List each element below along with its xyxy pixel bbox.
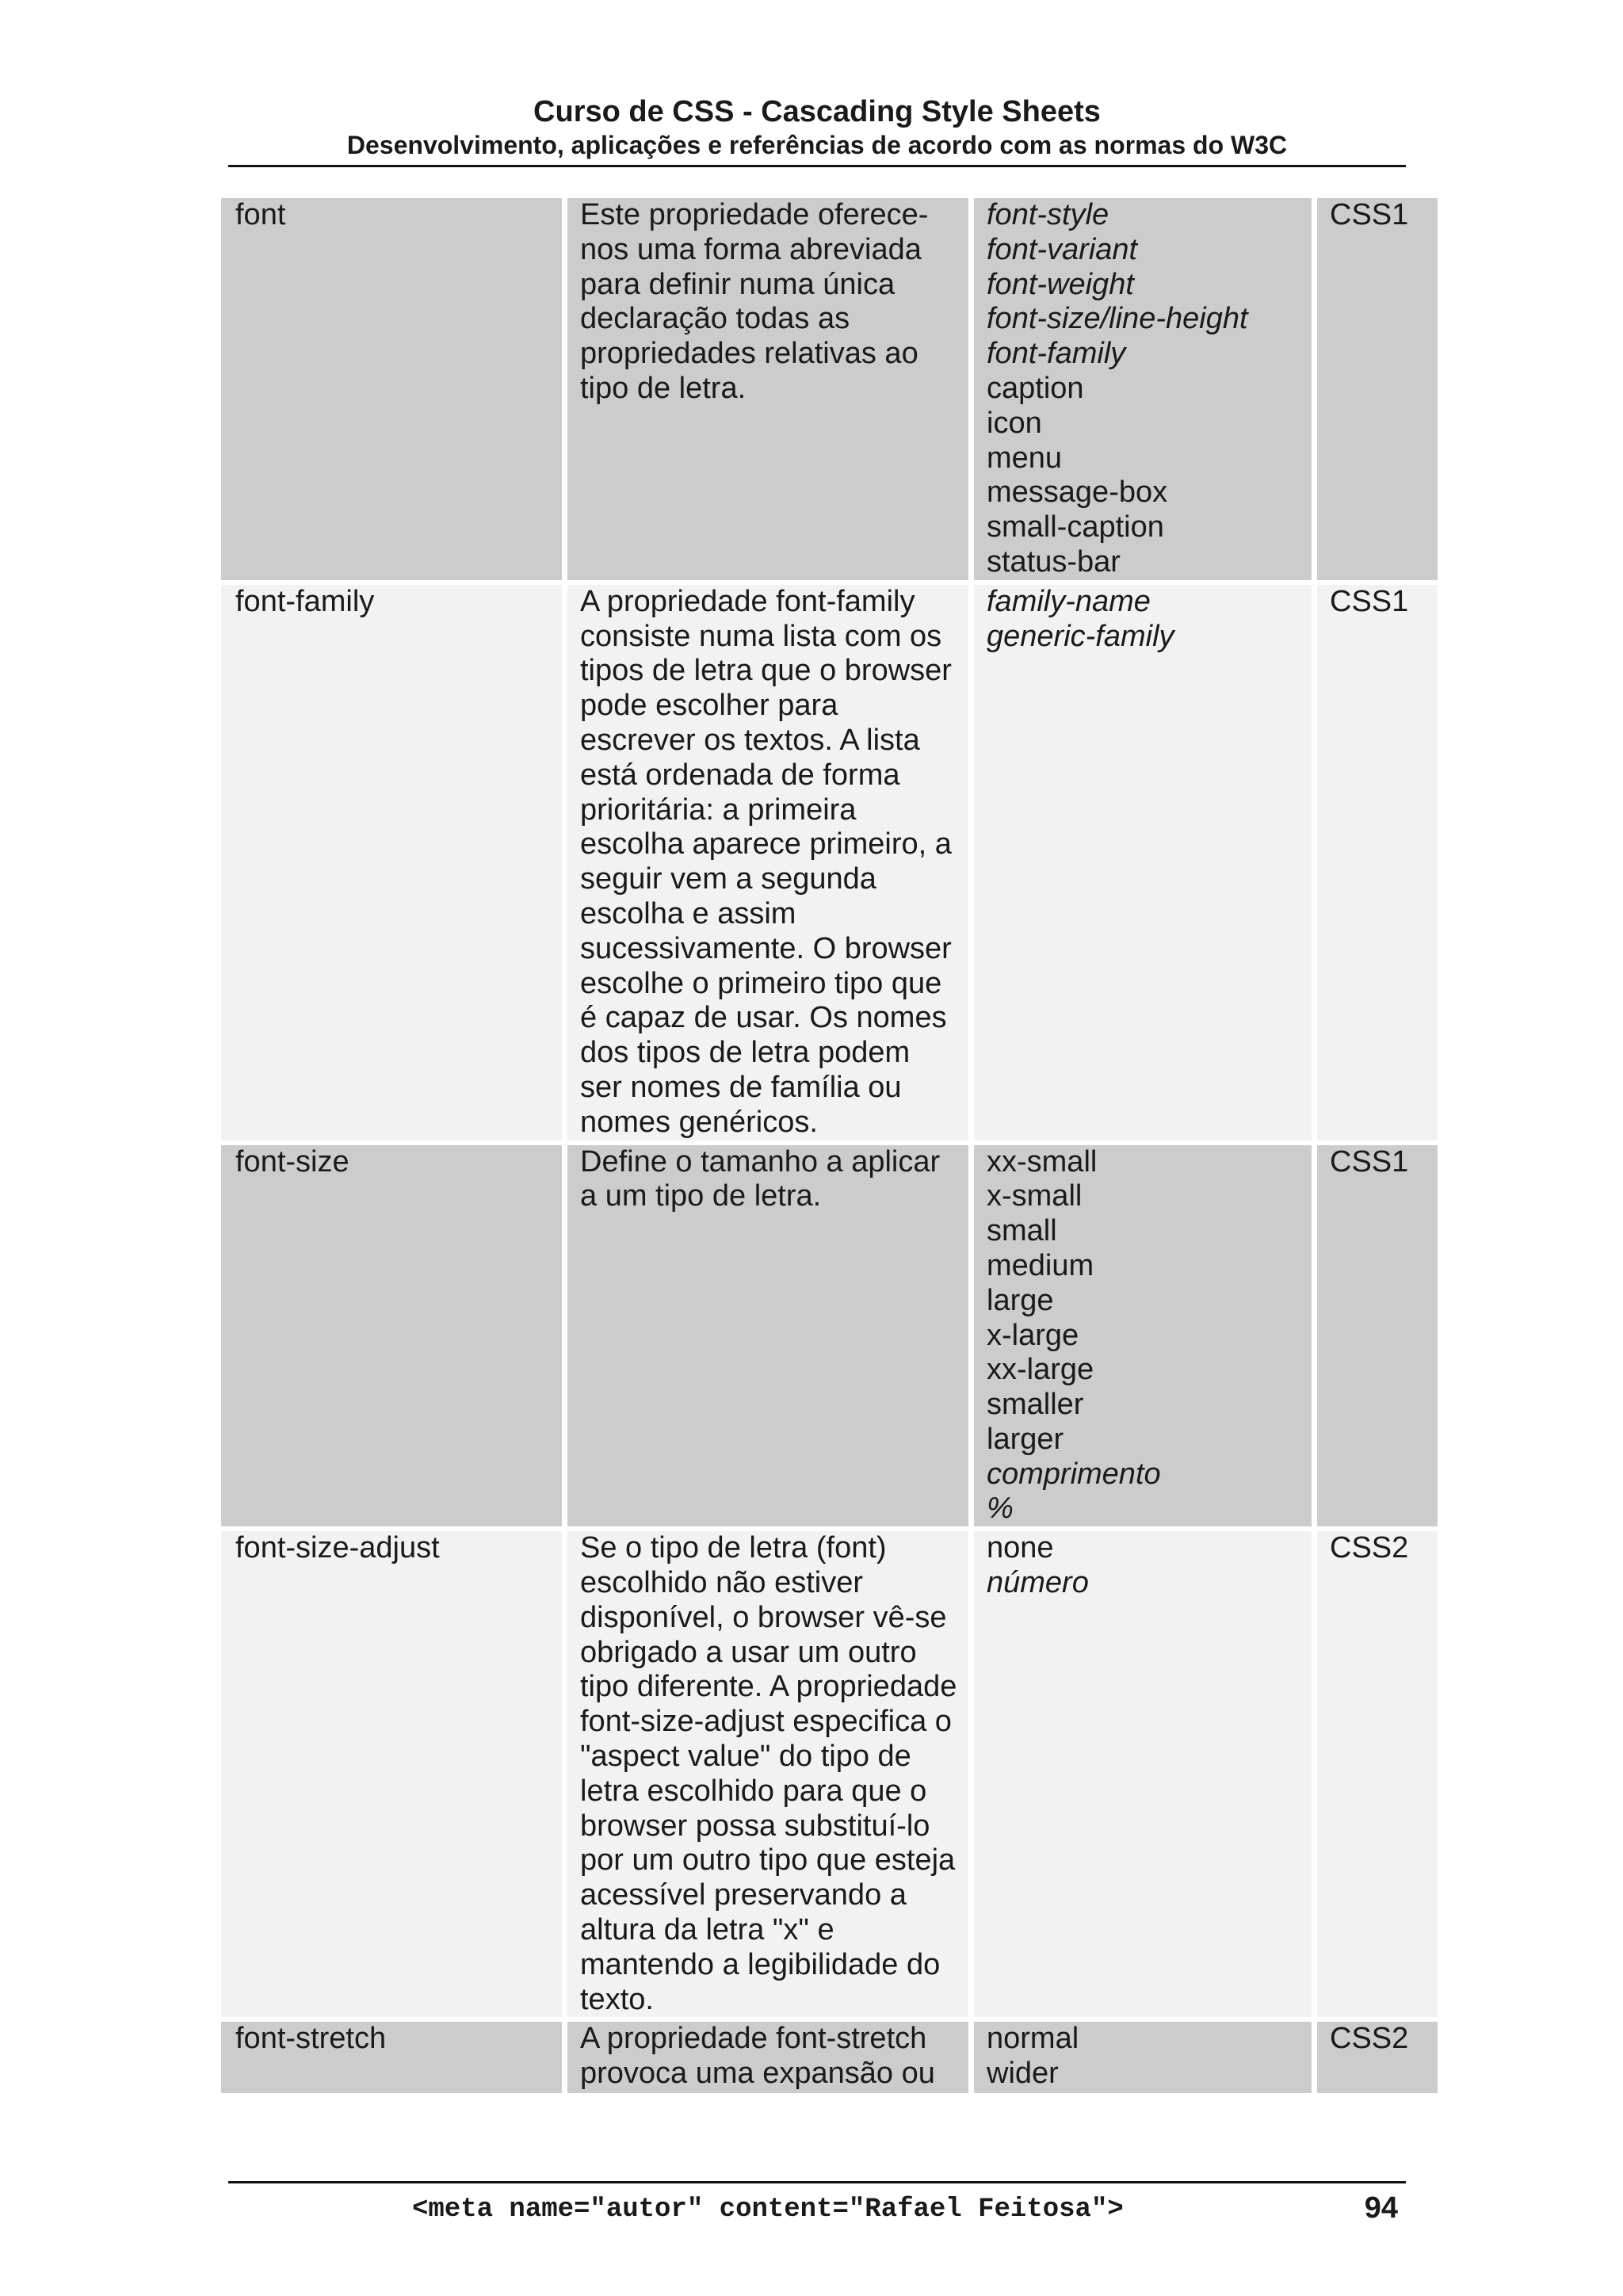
property-value: family-name xyxy=(987,584,1151,618)
css-version: CSS1 xyxy=(1317,585,1438,1140)
footer-code: <meta name="autor" content="Rafael Feitosa"> xyxy=(412,2195,1124,2225)
property-value: icon xyxy=(987,406,1042,440)
property-description xyxy=(567,2022,968,2093)
property-name: font-size-adjust xyxy=(221,1531,562,2017)
css-version: CSS1 xyxy=(1317,1145,1438,1527)
table-row xyxy=(221,585,1438,1140)
property-value: small-caption xyxy=(987,510,1164,544)
property-name xyxy=(221,2022,562,2093)
table-row xyxy=(221,198,1438,580)
property-values xyxy=(974,1145,1312,1527)
property-name: font-size xyxy=(221,1145,562,1527)
property-value: small xyxy=(987,1214,1057,1248)
property-values xyxy=(974,1531,1312,2017)
property-value: font-size/line-height xyxy=(987,302,1248,336)
property-value: smaller xyxy=(987,1388,1084,1422)
property-values xyxy=(974,585,1312,1140)
property-value: font-variant xyxy=(987,232,1138,266)
css-version-text: CSS2 xyxy=(1330,2022,1409,2056)
property-value: menu xyxy=(987,441,1063,475)
property-value: large xyxy=(987,1283,1054,1317)
property-value: xx-large xyxy=(987,1353,1094,1387)
property-value: message-box xyxy=(987,476,1168,510)
property-value: comprimento xyxy=(987,1457,1161,1491)
css-version: CSS2 xyxy=(1317,1531,1438,2017)
page-footer xyxy=(228,2181,1406,2231)
property-values xyxy=(974,2022,1312,2093)
property-value: número xyxy=(987,1566,1089,1600)
property-description: A propriedade font-family consiste numa lista com os tipos de letra que o browser pode escolher para escrever os textos. A lista está ordenada de forma prioritária: a primeira escolha aparece primeiro, a seguir vem a segunda escolha e assim sucessivamente. O browser escolhe o primeiro tipo que é capaz de usar. Os nomes dos tipos de letra podem ser nomes de família ou nomes genéricos. xyxy=(567,585,968,1140)
property-value: medium xyxy=(987,1248,1094,1282)
property-description: Este propriedade oferece-nos uma forma abreviada para definir numa única declaração todas as propriedades relativas ao tipo de letra. xyxy=(567,198,968,580)
table-row xyxy=(221,1145,1438,1527)
property-value: font-family xyxy=(987,337,1126,371)
property-name-text: font-stretch xyxy=(235,2022,387,2056)
property-name: font xyxy=(221,198,562,580)
property-value: x-small xyxy=(987,1179,1083,1213)
property-values-list xyxy=(987,2022,1302,2092)
page-header xyxy=(228,94,1406,167)
properties-table xyxy=(216,193,1443,2098)
document-title: Curso de CSS - Cascading Style Sheets xyxy=(533,95,1101,128)
document-subtitle: Desenvolvimento, aplicações e referências de acordo com as normas do W3C xyxy=(346,131,1288,159)
property-value: larger xyxy=(987,1422,1064,1456)
css-version: CSS1 xyxy=(1317,198,1438,580)
property-value: font-style xyxy=(987,198,1109,231)
property-description-text: A propriedade font-stretch provoca uma expansão ou xyxy=(580,2022,935,2091)
property-values xyxy=(974,198,1312,580)
property-value: font-weight xyxy=(987,267,1134,301)
property-value: xx-small xyxy=(987,1144,1098,1179)
table-row xyxy=(221,2022,1438,2093)
css-version xyxy=(1317,2022,1438,2093)
property-value: wider xyxy=(987,2057,1059,2091)
property-name: font-family xyxy=(221,585,562,1140)
property-value: none xyxy=(987,1531,1054,1565)
property-value: normal xyxy=(987,2022,1079,2056)
property-value: generic-family xyxy=(987,619,1174,653)
property-value: % xyxy=(987,1492,1014,1526)
property-description: Se o tipo de letra (font) escolhido não estiver disponível, o browser vê-se obrigado a usar um outro tipo diferente. A propriedade font-size-adjust especifica o "aspect value" do tipo de letra escolhido para que o browser possa substituí-lo por um outro tipo que esteja acessível preservando a altura da letra "x" e mantendo a legibilidade do texto. xyxy=(567,1531,968,2017)
page-number: 94 xyxy=(1364,2191,1398,2225)
property-description: Define o tamanho a aplicar a um tipo de letra. xyxy=(567,1145,968,1527)
property-value: status-bar xyxy=(987,544,1121,579)
property-value: x-large xyxy=(987,1318,1079,1352)
property-value: caption xyxy=(987,371,1084,405)
table-row xyxy=(221,1531,1438,2017)
